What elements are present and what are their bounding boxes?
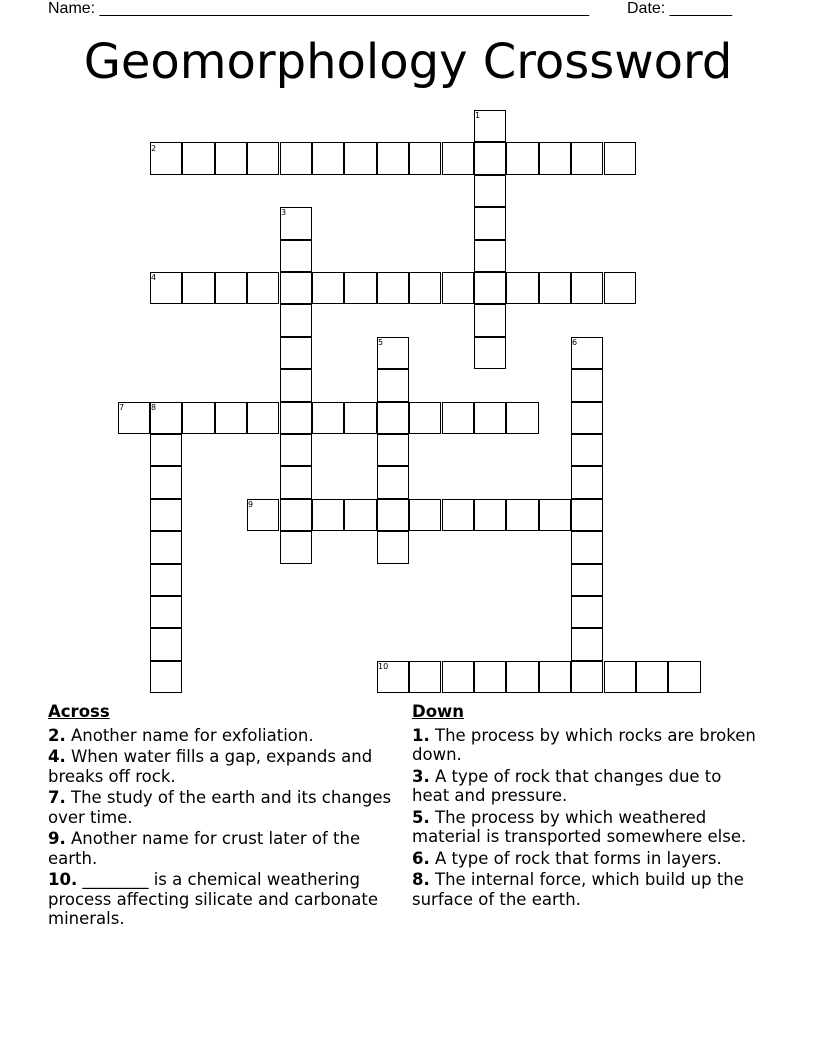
grid-cell[interactable] [571, 369, 603, 401]
grid-cell[interactable] [312, 272, 344, 304]
grid-cell[interactable] [442, 142, 474, 174]
down-clue [412, 767, 757, 806]
clue-text: The process by which weathered material is transported somewhere else. [412, 807, 747, 846]
clue-text: Another name for crust later of the earth. [48, 829, 361, 868]
grid-cell[interactable] [539, 142, 571, 174]
grid-cell[interactable] [474, 142, 506, 174]
grid-cell[interactable] [344, 402, 376, 434]
grid-cell[interactable] [377, 531, 409, 563]
grid-cell[interactable] [474, 272, 506, 304]
clue-number-1: 1 [475, 111, 481, 120]
across-clues [48, 702, 400, 931]
clue-number-9: 9 [248, 500, 254, 509]
grid-cell[interactable] [182, 402, 214, 434]
grid-cell[interactable] [344, 142, 376, 174]
grid-cell[interactable] [571, 142, 603, 174]
grid-cell[interactable] [280, 466, 312, 498]
grid-cell[interactable] [409, 661, 441, 693]
grid-cell[interactable] [280, 240, 312, 272]
grid-cell[interactable] [377, 142, 409, 174]
grid-cell[interactable] [474, 499, 506, 531]
clue-text: The process by which rocks are broken down. [412, 725, 756, 764]
clue-text: A type of rock that changes due to heat and pressure. [412, 766, 722, 805]
grid-cell[interactable] [312, 402, 344, 434]
grid-cell[interactable] [409, 272, 441, 304]
clue-text: ________ is a chemical weathering process affecting silicate and carbonate minerals. [48, 870, 378, 928]
name-blank[interactable]: _______________________________________________________ [99, 0, 589, 17]
date-label: Date: [627, 0, 670, 17]
grid-cell[interactable] [377, 466, 409, 498]
name-label: Name: [48, 0, 100, 17]
clue-number: 3. [412, 766, 430, 786]
clue-number: 10. [48, 870, 78, 889]
grid-cell[interactable] [182, 272, 214, 304]
grid-cell[interactable] [280, 142, 312, 174]
grid-cell[interactable] [280, 369, 312, 401]
grid-cell[interactable] [539, 499, 571, 531]
grid-cell[interactable] [182, 142, 214, 174]
down-heading: Down [412, 702, 465, 721]
down-clue [412, 726, 757, 765]
grid-cell[interactable] [280, 337, 312, 369]
page-title: Geomorphology Crossword [83, 34, 733, 90]
grid-cell[interactable] [474, 661, 506, 693]
clue-number-7: 7 [119, 403, 125, 412]
grid-cell[interactable] [571, 499, 603, 531]
grid-cell[interactable] [409, 402, 441, 434]
date-blank[interactable]: _______ [669, 0, 732, 17]
across-clue [48, 870, 400, 929]
clue-number-4: 4 [151, 273, 157, 282]
clue-text: The internal force, which build up the surface of the earth. [412, 870, 744, 909]
grid-cell[interactable] [571, 466, 603, 498]
clue-number: 4. [48, 747, 66, 766]
grid-cell[interactable] [571, 434, 603, 466]
down-clue [412, 808, 757, 847]
grid-cell[interactable] [571, 628, 603, 660]
grid-cell[interactable] [604, 142, 636, 174]
grid-cell[interactable] [571, 531, 603, 563]
across-clue [48, 726, 400, 746]
grid-cell[interactable] [571, 564, 603, 596]
grid-cell[interactable] [604, 272, 636, 304]
grid-cell[interactable] [312, 142, 344, 174]
grid-cell[interactable] [150, 564, 182, 596]
grid-cell[interactable] [571, 272, 603, 304]
across-clue [48, 829, 400, 868]
grid-cell[interactable] [215, 142, 247, 174]
clue-number: 7. [48, 788, 66, 807]
grid-cell[interactable] [280, 531, 312, 563]
clue-number-6: 6 [572, 338, 578, 347]
grid-cell[interactable] [539, 661, 571, 693]
clue-number: 6. [412, 848, 430, 868]
grid-cell[interactable] [377, 434, 409, 466]
grid-cell[interactable] [280, 304, 312, 336]
grid-cell[interactable] [150, 434, 182, 466]
grid-cell[interactable] [344, 272, 376, 304]
grid-cell[interactable] [571, 661, 603, 693]
grid-cell[interactable] [215, 402, 247, 434]
grid-cell[interactable] [247, 142, 279, 174]
grid-cell[interactable] [474, 402, 506, 434]
grid-cell[interactable] [344, 499, 376, 531]
grid-cell[interactable] [150, 661, 182, 693]
down-clues [412, 702, 757, 911]
grid-cell[interactable] [150, 499, 182, 531]
grid-cell[interactable] [377, 369, 409, 401]
grid-cell[interactable] [506, 402, 538, 434]
grid-cell[interactable] [409, 142, 441, 174]
grid-cell[interactable] [474, 207, 506, 239]
grid-cell[interactable] [377, 272, 409, 304]
clue-number: 2. [48, 725, 66, 745]
grid-cell[interactable] [280, 272, 312, 304]
grid-cell[interactable] [668, 661, 700, 693]
grid-cell[interactable] [247, 402, 279, 434]
grid-cell[interactable] [506, 272, 538, 304]
grid-cell[interactable] [150, 596, 182, 628]
grid-cell[interactable] [474, 175, 506, 207]
grid-cell[interactable] [571, 402, 603, 434]
across-clue [48, 788, 400, 827]
grid-cell[interactable] [377, 402, 409, 434]
grid-cell[interactable] [150, 628, 182, 660]
grid-cell[interactable] [280, 499, 312, 531]
clue-number: 9. [48, 829, 66, 848]
grid-cell[interactable] [442, 661, 474, 693]
grid-cell[interactable] [442, 272, 474, 304]
grid-cell[interactable] [377, 499, 409, 531]
grid-cell[interactable] [442, 402, 474, 434]
grid-cell[interactable] [215, 272, 247, 304]
grid-cell[interactable] [247, 272, 279, 304]
grid-cell[interactable] [312, 499, 344, 531]
grid-cell[interactable] [280, 402, 312, 434]
grid-cell[interactable] [442, 499, 474, 531]
clue-number: 8. [412, 870, 430, 889]
grid-cell[interactable] [150, 531, 182, 563]
grid-cell[interactable] [539, 272, 571, 304]
clue-text: A type of rock that forms in layers. [429, 848, 722, 868]
clue-text: The study of the earth and its changes over time. [48, 788, 392, 827]
clue-number-3: 3 [281, 208, 287, 217]
down-clue [412, 870, 757, 909]
clue-text: When water fills a gap, expands and breaks off rock. [48, 747, 373, 786]
down-clue [412, 849, 757, 869]
grid-cell[interactable] [506, 661, 538, 693]
grid-cell[interactable] [604, 661, 636, 693]
grid-cell[interactable] [474, 240, 506, 272]
clue-text: Another name for exfoliation. [65, 725, 314, 745]
grid-cell[interactable] [506, 142, 538, 174]
grid-cell[interactable] [409, 499, 441, 531]
clue-number: 1. [412, 725, 430, 745]
grid-cell[interactable] [636, 661, 668, 693]
clue-number-8: 8 [151, 403, 157, 412]
clue-number: 5. [412, 807, 430, 827]
grid-cell[interactable] [474, 304, 506, 336]
clue-number-2: 2 [151, 144, 157, 153]
grid-cell[interactable] [280, 434, 312, 466]
grid-cell[interactable] [474, 337, 506, 369]
across-clue [48, 747, 400, 786]
clue-number-5: 5 [378, 338, 384, 347]
grid-cell[interactable] [150, 466, 182, 498]
clue-number-10: 10 [378, 662, 389, 671]
grid-cell[interactable] [506, 499, 538, 531]
grid-cell[interactable] [571, 596, 603, 628]
across-heading: Across [48, 702, 110, 721]
